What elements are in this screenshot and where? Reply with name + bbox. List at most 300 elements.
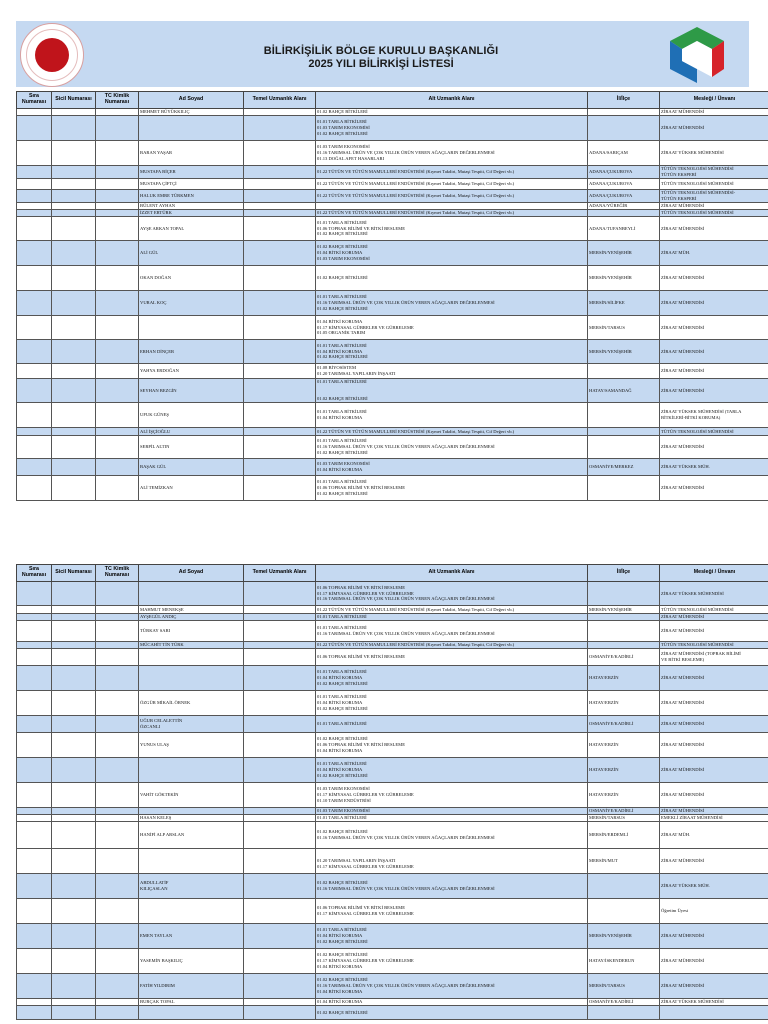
- cell-meslek: ZİRAAT MÜHENDİSİ: [660, 924, 768, 949]
- cell-meslek: ZİRAAT MÜHENDİSİ: [660, 316, 768, 340]
- cell-ad-soyad: HASAN KELEŞ: [139, 815, 244, 822]
- table-row: [17, 316, 768, 340]
- cell-temel: [244, 621, 316, 642]
- cell-ad-soyad: [139, 849, 244, 874]
- cell-tc: [96, 217, 139, 241]
- cell-il: HATAY/ERZİN: [588, 783, 660, 808]
- col-sicil: Sicil Numarası: [52, 92, 96, 109]
- cell-tc: [96, 924, 139, 949]
- cell-sicil: [52, 691, 96, 716]
- cell-ad-soyad: EMEN TAYLAN: [139, 924, 244, 949]
- cell-tc: [96, 291, 139, 316]
- cell-tc: [96, 783, 139, 808]
- cell-sira: [17, 642, 52, 649]
- cell-temel: [244, 614, 316, 621]
- cell-temel: [244, 815, 316, 822]
- cell-meslek: ZİRAAT MÜHENDİSİ: [660, 266, 768, 291]
- cell-temel: [244, 924, 316, 949]
- cell-meslek: ZİRAAT MÜHENDİSİ: [660, 849, 768, 874]
- cell-meslek: ZİRAAT MÜHENDİSİ: [660, 340, 768, 364]
- cell-temel: [244, 758, 316, 783]
- cell-alt: 01.01 TARLA BİTKİLERİ 01.02 BAHÇE BİTKİLERİ: [316, 379, 588, 403]
- cell-il: ADANA/YÜREĞİR: [588, 203, 660, 210]
- cell-ad-soyad: ÖZGÜR MİKAİL ÖRNEK: [139, 691, 244, 716]
- cell-alt: 01.01 TARLA BİTKİLERİ: [316, 815, 588, 822]
- cell-tc: [96, 666, 139, 691]
- cell-temel: [244, 476, 316, 501]
- col-meslek: Mesleği / Ünvanı: [660, 565, 768, 582]
- cell-meslek: ZİRAAT MÜHENDİSİ: [660, 808, 768, 815]
- cell-sicil: [52, 606, 96, 614]
- cell-temel: [244, 141, 316, 166]
- cell-ad-soyad: BÜLENT AYHAN: [139, 203, 244, 210]
- cell-ad-soyad: UFUK GÜNEŞ: [139, 403, 244, 428]
- table-row: [17, 808, 768, 815]
- cell-tc: [96, 999, 139, 1006]
- cell-meslek: ZİRAAT MÜHENDİSİ: [660, 691, 768, 716]
- cell-meslek: ZİRAAT YÜKSEK MÜHENDİSİ: [660, 141, 768, 166]
- cell-sicil: [52, 291, 96, 316]
- col-alt: Alt Uzmanlık Alanı: [316, 92, 588, 109]
- cell-sicil: [52, 203, 96, 210]
- cell-il: HATAY/SAMANDAĞ: [588, 379, 660, 403]
- cell-sicil: [52, 436, 96, 459]
- cell-alt: [316, 203, 588, 210]
- cell-il: [588, 476, 660, 501]
- col-tc: TC Kimlik Numarası: [96, 565, 139, 582]
- cell-meslek: ZİRAAT MÜHENDİSİ: [660, 436, 768, 459]
- cell-tc: [96, 316, 139, 340]
- table-row: [17, 783, 768, 808]
- cell-sicil: [52, 459, 96, 476]
- cell-sira: [17, 109, 52, 116]
- cell-temel: [244, 733, 316, 758]
- cell-sicil: [52, 340, 96, 364]
- cell-alt: 01.20 TARIMSAL YAPILARIN İNŞAATI 01.17 KİMYASAL GÜBRELER VE GÜBRELEME: [316, 849, 588, 874]
- cell-sicil: [52, 190, 96, 203]
- cell-sira: [17, 179, 52, 190]
- cell-tc: [96, 203, 139, 210]
- col-sira: Sıra Numarası: [17, 565, 52, 582]
- cell-meslek: ZİRAAT MÜHENDİSİ: [660, 614, 768, 621]
- cell-sira: [17, 428, 52, 436]
- table-row: [17, 849, 768, 874]
- cell-meslek: TÜTÜN TEKNOLOJİSİ MÜHENDİSİ: [660, 642, 768, 649]
- cell-alt: 01.01 TARLA BİTKİLERİ 01.16 TARIMSAL ÜRÜN VE ÇOK YILLIK ÜRÜN VEREN AĞAÇLARIN DEĞERLENMESİ 01.02 BAHÇE BİTKİLERİ: [316, 436, 588, 459]
- cell-sira: [17, 291, 52, 316]
- table-row: [17, 758, 768, 783]
- cell-temel: [244, 436, 316, 459]
- cell-sicil: [52, 614, 96, 621]
- cell-sira: [17, 874, 52, 899]
- cell-il: [588, 899, 660, 924]
- cell-meslek: ZİRAAT MÜHENDİSİ: [660, 733, 768, 758]
- cell-ad-soyad: MAHMUT MENEKŞE: [139, 606, 244, 614]
- cell-alt: 01.02 BAHÇE BİTKİLERİ 01.04 BİTKİ KORUMA 01.03 TARIM EKONOMİSİ: [316, 241, 588, 266]
- cell-sicil: [52, 924, 96, 949]
- table-row: [17, 266, 768, 291]
- cell-sicil: [52, 949, 96, 974]
- cell-ad-soyad: AYŞEGÜL ANDIÇ: [139, 614, 244, 621]
- cell-sira: [17, 606, 52, 614]
- cell-ad-soyad: HANİFİ ALP ARSLAN: [139, 822, 244, 849]
- cell-ad-soyad: [139, 1006, 244, 1020]
- cell-tc: [96, 436, 139, 459]
- cell-temel: [244, 116, 316, 141]
- cell-temel: [244, 999, 316, 1006]
- col-il: İl/İlçe: [588, 92, 660, 109]
- table-row: [17, 649, 768, 666]
- table-row: [17, 621, 768, 642]
- table-row: [17, 733, 768, 758]
- cell-alt: 01.02 BAHÇE BİTKİLERİ 01.16 TARIMSAL ÜRÜN VE ÇOK YILLIK ÜRÜN VEREN AĞAÇLARIN DEĞERLENMESİ 01.04 BİTKİ KORUMA: [316, 974, 588, 999]
- col-tc: TC Kimlik Numarası: [96, 92, 139, 109]
- cell-tc: [96, 210, 139, 217]
- table-header-row: [17, 565, 768, 582]
- table-row: [17, 241, 768, 266]
- cell-alt: 01.22 TÜTÜN VE TÜTÜN MAMULLERİ ENDÜSTRİSİ (Kıymet Takdiri, Mutaşi Tespiti, Cif Değeri vb.): [316, 210, 588, 217]
- cell-il: MERSİN/TARSUS: [588, 316, 660, 340]
- cell-tc: [96, 266, 139, 291]
- cell-tc: [96, 364, 139, 379]
- cell-temel: [244, 291, 316, 316]
- cell-il: ADANA/ÇUKUROVA: [588, 179, 660, 190]
- cell-ad-soyad: [139, 808, 244, 815]
- cell-temel: [244, 716, 316, 733]
- cell-alt: 01.22 TÜTÜN VE TÜTÜN MAMULLERİ ENDÜSTRİSİ (Kıymet Takdiri, Mutaşi Tespiti, Cif Değeri vb.): [316, 190, 588, 203]
- cell-il: [588, 436, 660, 459]
- cell-il: MERSİN/TARSUS: [588, 815, 660, 822]
- cell-sira: [17, 379, 52, 403]
- cell-alt: 01.06 TOPRAK BİLİMİ VE BİTKİ BESLEME 01.17 KİMYASAL GÜBRELER VE GÜBRELEME: [316, 899, 588, 924]
- cell-il: [588, 210, 660, 217]
- cell-tc: [96, 403, 139, 428]
- cell-alt: 01.22 TÜTÜN VE TÜTÜN MAMULLERİ ENDÜSTRİSİ (Kıymet Takdiri, Mutaşi Tespiti, Cif Değeri vb.): [316, 428, 588, 436]
- cell-tc: [96, 808, 139, 815]
- cell-meslek: ZİRAAT MÜH.: [660, 241, 768, 266]
- cell-il: MERSİN/ERDEMLİ: [588, 822, 660, 849]
- cell-il: [588, 1006, 660, 1020]
- page-title: BİLİRKİŞİLİK BÖLGE KURULU BAŞKANLIĞI: [263, 45, 499, 57]
- cell-sira: [17, 217, 52, 241]
- cell-alt: 01.02 BAHÇE BİTKİLERİ 01.16 TARIMSAL ÜRÜN VE ÇOK YILLIK ÜRÜN VEREN AĞAÇLARIN DEĞERLENMESİ: [316, 822, 588, 849]
- cell-temel: [244, 364, 316, 379]
- cell-ad-soyad: VAHİT GÖKTEKİN: [139, 783, 244, 808]
- cell-il: [588, 109, 660, 116]
- cell-temel: [244, 210, 316, 217]
- cell-il: HATAY/ERZİN: [588, 666, 660, 691]
- cell-temel: [244, 109, 316, 116]
- cell-temel: [244, 190, 316, 203]
- cell-sicil: [52, 716, 96, 733]
- col-temel: Temel Uzmanlık Alanı: [244, 92, 316, 109]
- cell-temel: [244, 808, 316, 815]
- cell-il: [588, 642, 660, 649]
- cell-temel: [244, 874, 316, 899]
- cell-ad-soyad: BURÇAK TOPAL: [139, 999, 244, 1006]
- cell-ad-soyad: ALİ İŞÇİOĞLU: [139, 428, 244, 436]
- cell-sicil: [52, 822, 96, 849]
- table-row: [17, 340, 768, 364]
- cell-meslek: ZİRAAT MÜHENDİSİ: [660, 621, 768, 642]
- table-row: [17, 291, 768, 316]
- cell-il: OSMANİYE/KADİRLİ: [588, 716, 660, 733]
- cell-alt: 01.22 TÜTÜN VE TÜTÜN MAMULLERİ ENDÜSTRİSİ (Kıymet Takdiri, Mutaşi Tespiti, Cif Değeri vb.): [316, 166, 588, 179]
- cell-temel: [244, 403, 316, 428]
- cell-il: [588, 116, 660, 141]
- cell-il: MERSİN/SİLİFKE: [588, 291, 660, 316]
- cell-temel: [244, 1006, 316, 1020]
- table-header-row: [17, 92, 768, 109]
- cell-meslek: TÜTÜN TEKNOLOJİSİ MÜHENDİSİ- TÜTÜN EKSPERİ: [660, 190, 768, 203]
- cell-il: ADANA/ÇUKUROVA: [588, 190, 660, 203]
- cell-temel: [244, 691, 316, 716]
- cell-meslek: ZİRAAT MÜHENDİSİ: [660, 666, 768, 691]
- cell-temel: [244, 266, 316, 291]
- table-row: [17, 116, 768, 141]
- cell-tc: [96, 141, 139, 166]
- cell-tc: [96, 716, 139, 733]
- cell-sicil: [52, 666, 96, 691]
- table-row: [17, 217, 768, 241]
- cell-sicil: [52, 899, 96, 924]
- cell-temel: [244, 428, 316, 436]
- cell-alt: 01.01 TARLA BİTKİLERİ 01.04 BİTKİ KORUMA 01.02 BAHÇE BİTKİLERİ: [316, 340, 588, 364]
- cell-il: OSMANİYE/KADİRLİ: [588, 649, 660, 666]
- table-row: [17, 949, 768, 974]
- cell-il: ADANA/ÇUKUROVA: [588, 166, 660, 179]
- cell-temel: [244, 166, 316, 179]
- cell-tc: [96, 116, 139, 141]
- col-il: İl/İlçe: [588, 565, 660, 582]
- cell-sira: [17, 476, 52, 501]
- cell-temel: [244, 849, 316, 874]
- cell-alt: 01.06 TOPRAK BİLİMİ VE BİTKİ BESLEME 01.17 KİMYASAL GÜBRELER VE GÜBRELEME 01.16 TARIMSAL ÜRÜN VE ÇOK YILLIK ÜRÜN VEREN AĞAÇLARIN DEĞERLENMESİ: [316, 582, 588, 606]
- cell-il: [588, 621, 660, 642]
- cell-meslek: ZİRAAT MÜHENDİSİ (TOPRAK BİLİMİ VE BİTKİ BESLEME): [660, 649, 768, 666]
- table-row: [17, 190, 768, 203]
- cell-alt: 01.01 TARLA BİTKİLERİ 01.04 BİTKİ KORUMA 01.02 BAHÇE BİTKİLERİ: [316, 666, 588, 691]
- cell-sicil: [52, 874, 96, 899]
- cell-sira: [17, 815, 52, 822]
- cell-ad-soyad: FATİH YILDIRIM: [139, 974, 244, 999]
- cell-ad-soyad: [139, 316, 244, 340]
- table-row: [17, 874, 768, 899]
- cell-ad-soyad: [139, 116, 244, 141]
- cell-il: MERSİN/YENİŞEHİR: [588, 340, 660, 364]
- cell-temel: [244, 340, 316, 364]
- expert-list-table-2: [16, 564, 768, 1020]
- cell-temel: [244, 899, 316, 924]
- col-ad-soyad: Ad Soyad: [139, 92, 244, 109]
- cell-meslek: ZİRAAT MÜHENDİSİ: [660, 783, 768, 808]
- cell-il: [588, 874, 660, 899]
- cell-ad-soyad: ERHAN DİNÇER: [139, 340, 244, 364]
- cell-meslek: ZİRAAT MÜHENDİSİ: [660, 217, 768, 241]
- cell-tc: [96, 899, 139, 924]
- cell-meslek: ZİRAAT YÜKSEK MÜHENDİSİ: [660, 582, 768, 606]
- col-sira: Sıra Numarası: [17, 92, 52, 109]
- cell-sicil: [52, 210, 96, 217]
- cell-temel: [244, 606, 316, 614]
- cell-alt: 01.01 TARLA BİTKİLERİ 01.03 TARIM EKONOMİSİ 01.02 BAHÇE BİTKİLERİ: [316, 116, 588, 141]
- cell-il: MERSİN/YENİŞEHİR: [588, 924, 660, 949]
- table-row: [17, 642, 768, 649]
- cell-il: HATAY/İSKENDERUN: [588, 949, 660, 974]
- cell-il: MERSİN/YENİŞEHİR: [588, 266, 660, 291]
- cell-sicil: [52, 808, 96, 815]
- cell-il: OSMANİYE/KADİRLİ: [588, 808, 660, 815]
- cell-sira: [17, 783, 52, 808]
- cell-il: [588, 403, 660, 428]
- cell-alt: 01.08 BİYOSİSTEM 01.20 TARIMSAL YAPILARIN İNŞAATI: [316, 364, 588, 379]
- cell-sira: [17, 899, 52, 924]
- cell-tc: [96, 849, 139, 874]
- table-row: [17, 210, 768, 217]
- cell-tc: [96, 476, 139, 501]
- cell-meslek: ZİRAAT MÜHENDİSİ: [660, 949, 768, 974]
- cell-il: HATAY/ERZİN: [588, 758, 660, 783]
- cell-temel: [244, 642, 316, 649]
- cell-sira: [17, 758, 52, 783]
- table-row: [17, 691, 768, 716]
- table-row: [17, 476, 768, 501]
- cell-alt: 01.01 TARLA BİTKİLERİ 01.06 TOPRAK BİLİMİ VE BİTKİ BESLEME 01.02 BAHÇE BİTKİLERİ: [316, 217, 588, 241]
- cell-tc: [96, 109, 139, 116]
- cell-tc: [96, 166, 139, 179]
- cell-alt: 01.01 TARLA BİTKİLERİ 01.16 TARIMSAL ÜRÜN VE ÇOK YILLIK ÜRÜN VEREN AĞAÇLARIN DEĞERLENMESİ: [316, 621, 588, 642]
- cell-tc: [96, 241, 139, 266]
- page-subtitle: 2025 YILI BİLİRKİŞİ LİSTESİ: [308, 58, 454, 70]
- cell-temel: [244, 949, 316, 974]
- cell-sira: [17, 949, 52, 974]
- cell-temel: [244, 649, 316, 666]
- table-row: [17, 364, 768, 379]
- cell-alt: 01.03 TARIM EKONOMİSİ: [316, 808, 588, 815]
- cell-tc: [96, 815, 139, 822]
- table-row: [17, 999, 768, 1006]
- cell-il: [588, 582, 660, 606]
- cell-sicil: [52, 116, 96, 141]
- table-row: [17, 606, 768, 614]
- table-row: [17, 666, 768, 691]
- cell-sicil: [52, 266, 96, 291]
- cell-alt: 01.03 TARIM EKONOMİSİ 01.04 BİTKİ KORUMA: [316, 459, 588, 476]
- table-row: [17, 716, 768, 733]
- cell-ad-soyad: MUSTAFA BİÇER: [139, 166, 244, 179]
- table-row: [17, 179, 768, 190]
- cell-sira: [17, 316, 52, 340]
- cell-il: [588, 428, 660, 436]
- cell-ad-soyad: AYŞE ARKAN TOPAL: [139, 217, 244, 241]
- cell-sira: [17, 436, 52, 459]
- expertise-logo: [662, 23, 732, 87]
- cell-sicil: [52, 758, 96, 783]
- cell-sira: [17, 364, 52, 379]
- cell-ad-soyad: İZZET ERTÜRK: [139, 210, 244, 217]
- cell-meslek: [660, 1006, 768, 1020]
- expert-list-table-1: [16, 91, 768, 501]
- cell-sira: [17, 621, 52, 642]
- cell-ad-soyad: ALİ GÜL: [139, 241, 244, 266]
- cell-meslek: ZİRAAT YÜKSEK MÜHENDİSİ: [660, 999, 768, 1006]
- cell-alt: 01.02 BAHÇE BİTKİLERİ 01.17 KİMYASAL GÜBRELER VE GÜBRELEME 01.04 BİTKİ KORUMA: [316, 949, 588, 974]
- cell-temel: [244, 379, 316, 403]
- cell-sicil: [52, 428, 96, 436]
- cell-meslek: ZİRAAT MÜHENDİSİ: [660, 116, 768, 141]
- cell-sicil: [52, 974, 96, 999]
- cell-alt: 01.02 BAHÇE BİTKİLERİ: [316, 1006, 588, 1020]
- cell-sira: [17, 733, 52, 758]
- cell-ad-soyad: MUSTAFA ÇİFTÇİ: [139, 179, 244, 190]
- cell-alt: 01.01 TARLA BİTKİLERİ 01.04 BİTKİ KORUMA 01.02 BAHÇE BİTKİLERİ: [316, 758, 588, 783]
- cell-il: MERSİN/YENİŞEHİR: [588, 241, 660, 266]
- cell-meslek: TÜTÜN TEKNOLOJİSİ MÜHENDİSİ: [660, 179, 768, 190]
- cell-meslek: ZİRAAT MÜHENDİSİ: [660, 291, 768, 316]
- cell-sira: [17, 203, 52, 210]
- cell-meslek: ZİRAAT YÜKSEK MÜH.: [660, 459, 768, 476]
- cell-sicil: [52, 476, 96, 501]
- cell-temel: [244, 783, 316, 808]
- cell-il: OSMANİYE/MERKEZ: [588, 459, 660, 476]
- cell-tc: [96, 379, 139, 403]
- cell-il: MERSİN/TARSUS: [588, 974, 660, 999]
- cell-tc: [96, 340, 139, 364]
- cell-meslek: ZİRAAT MÜHENDİSİ: [660, 476, 768, 501]
- cell-tc: [96, 974, 139, 999]
- table-row: [17, 166, 768, 179]
- table-row: [17, 203, 768, 210]
- cell-sira: [17, 340, 52, 364]
- cell-sira: [17, 614, 52, 621]
- cell-ad-soyad: SEYHAN BEZGİN: [139, 379, 244, 403]
- cell-sira: [17, 999, 52, 1006]
- cell-il: [588, 614, 660, 621]
- cell-meslek: TÜTÜN TEKNOLOJİSİ MÜHENDİSİ: [660, 606, 768, 614]
- cell-sira: [17, 924, 52, 949]
- cell-sira: [17, 459, 52, 476]
- cell-temel: [244, 217, 316, 241]
- cell-alt: 01.01 TARLA BİTKİLERİ 01.04 BİTKİ KORUMA 01.02 BAHÇE BİTKİLERİ: [316, 924, 588, 949]
- cell-sicil: [52, 783, 96, 808]
- cell-sicil: [52, 166, 96, 179]
- cell-alt: 01.02 BAHÇE BİTKİLERİ 01.16 TARIMSAL ÜRÜN VE ÇOK YILLIK ÜRÜN VEREN AĞAÇLARIN DEĞERLENMESİ: [316, 874, 588, 899]
- cell-alt: 01.01 TARLA BİTKİLERİ 01.06 TOPRAK BİLİMİ VE BİTKİ BESLEME 01.02 BAHÇE BİTKİLERİ: [316, 476, 588, 501]
- cell-il: HATAY/ERZİN: [588, 691, 660, 716]
- cell-tc: [96, 582, 139, 606]
- cell-meslek: ZİRAAT MÜHENDİSİ: [660, 364, 768, 379]
- seal-emblem: [35, 38, 69, 72]
- cell-sira: [17, 808, 52, 815]
- cell-tc: [96, 459, 139, 476]
- cell-tc: [96, 621, 139, 642]
- cell-il: ADANA/SARIÇAM: [588, 141, 660, 166]
- cell-sicil: [52, 649, 96, 666]
- cell-meslek: ZİRAAT MÜHENDİSİ: [660, 379, 768, 403]
- document-header: [16, 21, 749, 87]
- table-row: [17, 141, 768, 166]
- cell-ad-soyad: UĞUR CELALETTİN ÖZCANLI: [139, 716, 244, 733]
- cell-meslek: ZİRAAT MÜH.: [660, 822, 768, 849]
- cell-sicil: [52, 217, 96, 241]
- cell-meslek: ZİRAAT MÜHENDİSİ: [660, 203, 768, 210]
- table-row: [17, 974, 768, 999]
- col-meslek: Mesleği / Ünvanı: [660, 92, 768, 109]
- cell-alt: 01.01 TARLA BİTKİLERİ 01.04 BİTKİ KORUMA 01.02 BAHÇE BİTKİLERİ: [316, 691, 588, 716]
- table-row: [17, 459, 768, 476]
- cell-alt: 01.22 TÜTÜN VE TÜTÜN MAMULLERİ ENDÜSTRİSİ (Kıymet Takdiri, Mutaşi Tespiti, Cif Değeri vb.): [316, 642, 588, 649]
- table-row: [17, 1006, 768, 1020]
